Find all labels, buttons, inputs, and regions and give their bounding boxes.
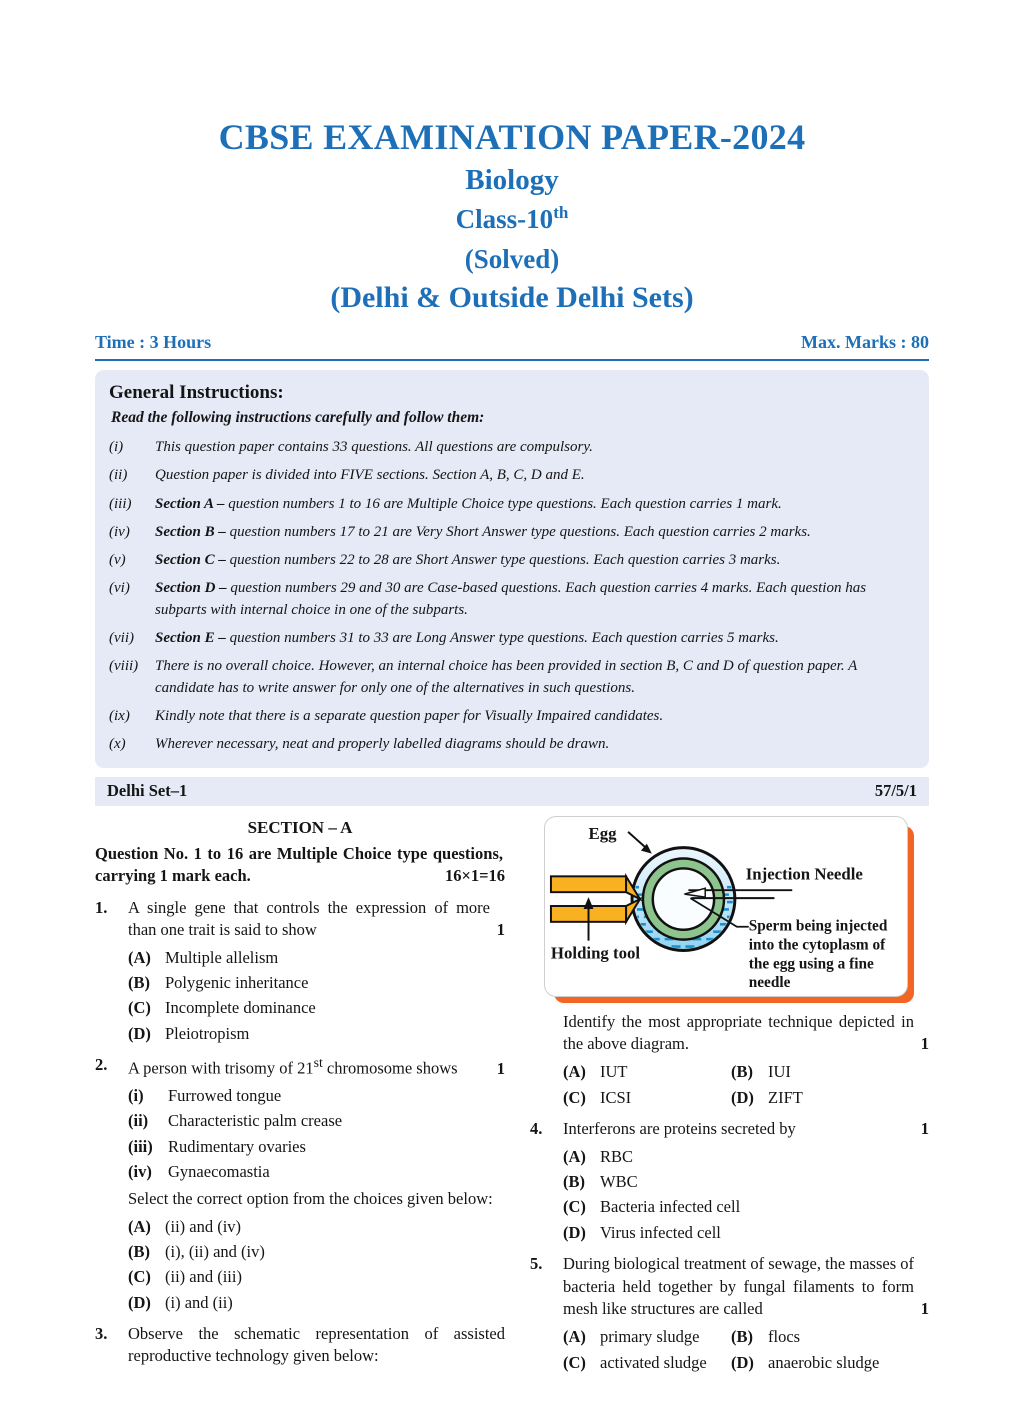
- option-text: RBC: [600, 1146, 634, 1166]
- question-stem: [128, 897, 505, 942]
- option-text: IUI: [768, 1061, 791, 1081]
- option-label: (C): [563, 1088, 586, 1108]
- option: [128, 1292, 505, 1314]
- exam-subject: Biology: [465, 164, 559, 196]
- instruction-text: [155, 578, 913, 621]
- instruction-body: question numbers 22 to 28 are Short Answer type questions. Each question carries 3 marks.: [225, 552, 781, 569]
- right-column: [530, 816, 929, 1375]
- meta-row: [95, 332, 929, 353]
- option-label: (D): [128, 1023, 151, 1043]
- option-text: Virus infected cell: [600, 1222, 721, 1242]
- instruction-label: (vi): [109, 580, 130, 597]
- instruction-text: [155, 550, 913, 571]
- question-marks: 1: [496, 1058, 505, 1078]
- subitem-label: (iv): [128, 1161, 152, 1181]
- question-text: A person with trisomy of 21: [128, 1058, 314, 1078]
- instruction-item: [109, 706, 913, 727]
- question-text: A single gene that controls the expression of more than one trait is said to show: [128, 897, 490, 940]
- subitem-text: Furrowed tongue: [168, 1086, 282, 1106]
- option: [128, 1266, 505, 1288]
- question-number: 2.: [95, 1055, 108, 1074]
- option: [563, 1326, 731, 1348]
- injection-needle-label: Injection Needle: [745, 863, 863, 883]
- option-label: (B): [563, 1172, 585, 1192]
- instruction-item: [109, 437, 913, 458]
- instruction-label: (v): [109, 552, 126, 569]
- option-label: (A): [563, 1326, 586, 1346]
- instruction-bold: Section C –: [155, 552, 226, 569]
- set-bar: [95, 777, 929, 806]
- instruction-bold: Section B –: [155, 523, 226, 540]
- instruction-body: question numbers 1 to 16 are Multiple Choice type questions. Each question carries 1 mark.: [224, 495, 782, 512]
- instruction-item: [109, 494, 913, 515]
- max-marks: Max. Marks : 80: [801, 332, 929, 352]
- egg-arrow: [628, 831, 652, 853]
- exam-title: CBSE EXAMINATION PAPER-2024: [218, 117, 806, 157]
- option-text: (ii) and (iii): [165, 1267, 242, 1287]
- option-label: (B): [731, 1061, 753, 1081]
- subitem-text: Gynaecomastia: [168, 1161, 270, 1181]
- set-name: Delhi Set–1: [107, 780, 188, 800]
- option-text: (i), (ii) and (iv): [165, 1242, 265, 1262]
- option-text: ZIFT: [768, 1088, 803, 1108]
- instruction-body: There is no overall choice. However, an internal choice has been provided in section B, C and D of question paper. A candidate has to write answer for only one of the alternatives in such questions.: [155, 658, 857, 696]
- instruction-bold: Section E –: [155, 630, 226, 647]
- option-text: Bacteria infected cell: [600, 1197, 741, 1217]
- instruction-label: (i): [109, 439, 124, 455]
- question-marks: 1: [920, 1299, 929, 1319]
- exam-class: [95, 203, 929, 235]
- sperm-label-line: Sperm being injected: [748, 917, 888, 935]
- instruction-item: [109, 628, 913, 649]
- question-5: [530, 1253, 929, 1374]
- question-number: 3.: [95, 1323, 108, 1343]
- option-text: flocs: [768, 1326, 801, 1346]
- option: [563, 1087, 731, 1109]
- instruction-label: (viii): [109, 658, 139, 675]
- exam-solved: (Solved): [464, 244, 560, 274]
- option-text: Polygenic inheritance: [165, 973, 309, 993]
- option-label: (B): [128, 1242, 150, 1262]
- option: [563, 1196, 929, 1218]
- option-text: primary sludge: [600, 1326, 700, 1346]
- instruction-item: [109, 465, 913, 486]
- option: [731, 1352, 929, 1374]
- option-label: (D): [563, 1222, 586, 1242]
- instruction-body: question numbers 17 to 21 are Very Short Answer type questions. Each question carries 2 marks.: [225, 523, 811, 540]
- question-2: [95, 1054, 505, 1314]
- general-instructions-heading: General Instructions:: [109, 382, 284, 403]
- section-intro: [95, 843, 505, 888]
- question-number: 1.: [95, 897, 108, 917]
- subitem: [128, 1161, 505, 1183]
- instruction-item: [109, 656, 913, 699]
- sperm-label-line: into the cytoplasm of: [748, 936, 886, 954]
- options-list: [128, 1216, 505, 1314]
- instruction-text: [155, 437, 913, 458]
- option: [128, 997, 505, 1019]
- exam-header: [95, 0, 929, 315]
- option: [563, 1171, 929, 1193]
- general-instructions-box: [95, 370, 929, 768]
- instruction-text: [155, 656, 913, 699]
- instruction-label: (iii): [109, 495, 132, 512]
- question-stem: [128, 1054, 505, 1080]
- option-label: (B): [128, 973, 150, 993]
- option-label: (A): [563, 1146, 586, 1166]
- option-label: (C): [128, 1267, 151, 1287]
- option-label: (A): [563, 1061, 586, 1081]
- header-divider: [95, 359, 929, 361]
- instruction-text: [155, 628, 913, 649]
- sperm-label-line: the egg using a fine: [748, 954, 874, 972]
- instruction-body: Question paper is divided into FIVE sections. Section A, B, C, D and E.: [155, 467, 585, 484]
- option: [128, 1241, 505, 1263]
- section-intro-text: Question No. 1 to 16 are Multiple Choice type questions, carrying 1 mark each.: [95, 843, 503, 886]
- paper-code: 57/5/1: [874, 780, 917, 800]
- question-text: chromosome shows: [322, 1058, 458, 1078]
- option: [563, 1061, 731, 1083]
- question-text: Interferons are proteins secreted by: [563, 1119, 796, 1139]
- instruction-label: (x): [109, 736, 126, 753]
- instruction-item: [109, 578, 913, 621]
- option-label: (A): [128, 947, 151, 967]
- section-heading: SECTION – A: [247, 817, 353, 837]
- left-column: [95, 816, 505, 1375]
- subitem: [128, 1136, 505, 1158]
- instruction-body: Kindly note that there is a separate question paper for Visually Impaired candidates.: [155, 707, 664, 724]
- instruction-bold: Section D –: [155, 580, 227, 597]
- option: [128, 1216, 505, 1238]
- option-label: (D): [731, 1088, 754, 1108]
- option: [128, 1023, 505, 1045]
- instruction-item: [109, 550, 913, 571]
- question-text: During biological treatment of sewage, the masses of bacteria held together by fungal filaments to form mesh like structures are called: [563, 1253, 914, 1319]
- instruction-text: [155, 465, 913, 486]
- subitems-list: [128, 1085, 505, 1183]
- exam-sets: (Delhi & Outside Delhi Sets): [330, 281, 694, 314]
- sperm-label-line: needle: [748, 973, 791, 991]
- egg-label: Egg: [588, 823, 617, 843]
- instruction-body: question numbers 31 to 33 are Long Answer type questions. Each question carries 5 marks.: [225, 630, 779, 647]
- select-option-text: Select the correct option from the choices given below:: [128, 1189, 493, 1209]
- options-list: [563, 1146, 929, 1244]
- option-label: (C): [563, 1352, 586, 1372]
- question-text: Identify the most appropriate technique depicted in the above diagram.: [563, 1011, 914, 1054]
- instruction-text: [155, 706, 913, 727]
- subitem: [128, 1085, 505, 1107]
- subitem-label: (iii): [128, 1136, 153, 1156]
- subitem-label: (i): [128, 1086, 144, 1106]
- instruction-body: question numbers 29 and 30 are Case-based questions. Each question carries 4 marks. Each question has subparts with internal choice in one of the subparts.: [155, 580, 867, 618]
- question-stem: [563, 1011, 929, 1056]
- option-text: Incomplete dominance: [165, 998, 316, 1018]
- instruction-text: [155, 522, 913, 543]
- instruction-label: (vii): [109, 630, 134, 647]
- instruction-label: (ii): [109, 467, 128, 484]
- option: [731, 1061, 929, 1083]
- instruction-body: This question paper contains 33 questions. All questions are compulsory.: [155, 439, 593, 455]
- option: [563, 1222, 929, 1244]
- instruction-text: [155, 734, 913, 755]
- instruction-item: [109, 734, 913, 755]
- options-list: [128, 947, 505, 1045]
- option-text: (i) and (ii): [165, 1292, 233, 1312]
- instruction-label: (ix): [109, 707, 130, 724]
- general-instructions-subheading: Read the following instructions carefully and follow them:: [111, 409, 485, 426]
- instruction-bold: Section A –: [155, 495, 225, 512]
- option-label: (C): [128, 998, 151, 1018]
- option: [731, 1087, 929, 1109]
- subitem: [128, 1110, 505, 1132]
- holding-tool-shape: [551, 876, 640, 921]
- question-number: 4.: [530, 1119, 543, 1139]
- section-intro-marks: 16×1=16: [444, 866, 505, 886]
- superscript: st: [313, 1055, 323, 1070]
- instruction-label: (iv): [109, 523, 130, 540]
- option: [731, 1326, 929, 1348]
- question-stem: [563, 1253, 929, 1321]
- option-text: anaerobic sludge: [768, 1352, 880, 1372]
- time-allowed: Time : 3 Hours: [95, 332, 212, 352]
- instruction-item: [109, 522, 913, 543]
- exam-class-text: Class-10: [455, 204, 554, 234]
- exam-class-sup: th: [553, 203, 569, 222]
- option: [563, 1352, 731, 1374]
- question-marks: 1: [496, 920, 505, 940]
- option-text: Pleiotropism: [165, 1023, 250, 1043]
- question-1: [95, 897, 505, 1045]
- question-stem: Observe the schematic representation of assisted reproductive technology given below:: [128, 1323, 505, 1366]
- question-3-identify: [530, 1011, 929, 1110]
- option-label: (B): [731, 1326, 753, 1346]
- question-3: [95, 1323, 505, 1368]
- option: [128, 947, 505, 969]
- option-text: (ii) and (iv): [165, 1216, 242, 1236]
- subitem-text: Characteristic palm crease: [168, 1111, 343, 1131]
- option-text: IUT: [600, 1061, 628, 1081]
- holding-tool-label: Holding tool: [550, 942, 641, 962]
- question-number: 5.: [530, 1253, 543, 1273]
- option: [128, 972, 505, 994]
- icsi-diagram: [544, 816, 908, 997]
- option-text: ICSI: [600, 1088, 632, 1108]
- option-label: (A): [128, 1216, 151, 1236]
- option-text: Multiple allelism: [165, 947, 279, 967]
- options-grid: [563, 1061, 929, 1110]
- option-label: (C): [563, 1197, 586, 1217]
- option-text: activated sludge: [600, 1352, 707, 1372]
- options-grid: [563, 1326, 929, 1375]
- instruction-text: [155, 494, 913, 515]
- question-marks: 1: [920, 1034, 929, 1054]
- instruction-body: Wherever necessary, neat and properly labelled diagrams should be drawn.: [155, 736, 610, 753]
- subitem-label: (ii): [128, 1111, 149, 1131]
- option-label: (D): [128, 1292, 151, 1312]
- subitem-text: Rudimentary ovaries: [168, 1136, 306, 1156]
- option: [563, 1146, 929, 1168]
- question-marks: 1: [920, 1119, 929, 1139]
- option-text: WBC: [600, 1172, 638, 1192]
- question-4: [530, 1118, 929, 1244]
- option-label: (D): [731, 1352, 754, 1372]
- question-stem: [563, 1118, 929, 1141]
